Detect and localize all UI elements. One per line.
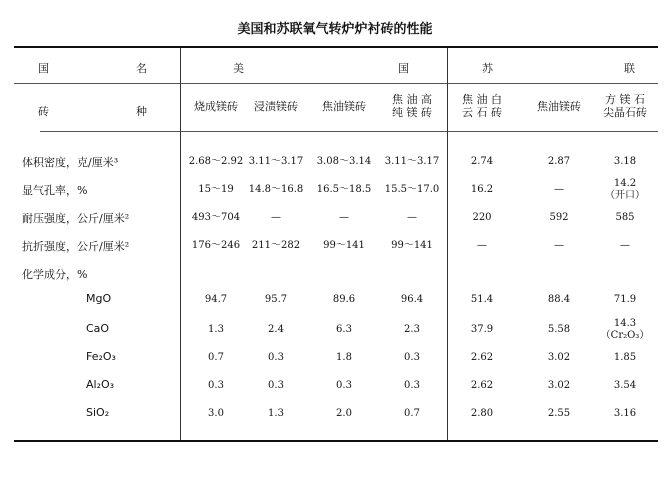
table-cell: 2.0 (336, 408, 352, 419)
brick-label-left: 砖 (38, 105, 49, 118)
table-cell: 71.9 (613, 294, 637, 305)
brick-type-header: 焦 油 高 (392, 93, 432, 106)
table-cell: 0.7 (404, 408, 420, 419)
table-cell: 2.80 (470, 408, 494, 419)
usa-label: 美 (233, 62, 244, 75)
row-label-chemistry: 化学成分，% (22, 268, 88, 281)
table-cell: 6.3 (336, 324, 352, 335)
table-cell: 14.2 (613, 178, 637, 189)
table-cell: 99～141 (323, 240, 365, 251)
country-label-right: 名 (136, 62, 147, 75)
table-cell: 2.74 (470, 156, 494, 167)
table-cell: 2.3 (404, 324, 420, 335)
header-bottom-rule (40, 131, 658, 132)
table-cell: 3.02 (547, 380, 571, 391)
table-cell: （Cr₂O₃） (600, 330, 650, 341)
table-cell: 16.2 (470, 184, 494, 195)
ussr-label: 苏 (482, 62, 493, 75)
table-cell: 0.3 (336, 380, 352, 391)
table-cell: 176～246 (191, 240, 241, 251)
table-cell: 585 (615, 212, 635, 223)
table-cell: 2.62 (470, 380, 494, 391)
table-cell: 0.3 (404, 352, 420, 363)
table-cell: 0.3 (404, 380, 420, 391)
row-label-flexural: 抗折强度，公斤/厘米² (22, 240, 130, 253)
table-cell: （开口） (605, 190, 645, 201)
table-cell: 3.18 (613, 156, 637, 167)
table-cell: 37.9 (470, 324, 494, 335)
table-cell: — (620, 240, 630, 251)
table-cell: 14.3 (613, 318, 637, 329)
table-cell: 89.6 (332, 294, 356, 305)
ussr-label-right: 联 (624, 62, 635, 75)
table-cell: 2.55 (547, 408, 571, 419)
table-cell: 220 (472, 212, 492, 223)
brick-type-header: 焦油镁砖 (537, 100, 581, 113)
top-rule (14, 46, 658, 48)
header-divider (14, 83, 658, 84)
table-cell: 3.0 (208, 408, 224, 419)
table-cell: 1.3 (208, 324, 224, 335)
row-label-porosity: 显气孔率，% (22, 184, 88, 197)
country-label-left: 国 (38, 62, 49, 75)
chem-label-fe2o3: Fe₂O₃ (86, 350, 116, 363)
table-cell: 88.4 (547, 294, 571, 305)
brick-type-header: 焦油镁砖 (322, 100, 366, 113)
row-label-density: 体积密度，克/厘米³ (22, 156, 119, 169)
table-cell: 1.3 (268, 408, 284, 419)
chem-label-cao: CaO (86, 322, 110, 335)
table-cell: — (407, 212, 417, 223)
table-cell: 3.16 (613, 408, 637, 419)
brick-type-header: 浸渍镁砖 (254, 100, 298, 113)
chem-label-sio2: SiO₂ (86, 406, 110, 419)
brick-type-header: 焦 油 白 (462, 93, 502, 106)
table-cell: 1.8 (336, 352, 352, 363)
table-cell: 15～19 (198, 184, 234, 195)
table-cell: 2.68～2.92 (188, 156, 244, 167)
table-cell: 15.5～17.0 (384, 184, 440, 195)
table-title: 美国和苏联氧气转炉炉衬砖的性能 (237, 22, 433, 37)
table-cell: 2.4 (268, 324, 284, 335)
table-cell: 211～282 (251, 240, 301, 251)
table-cell: 2.87 (547, 156, 571, 167)
table-cell: 16.5～18.5 (316, 184, 372, 195)
brick-type-header: 纯 镁 砖 (392, 106, 432, 119)
table-cell: 493～704 (191, 212, 241, 223)
table-cell: 0.3 (208, 380, 224, 391)
table-cell: — (554, 184, 564, 195)
table-cell: — (271, 212, 281, 223)
bottom-rule (14, 440, 658, 442)
table-cell: 3.02 (547, 352, 571, 363)
brick-type-header: 尖晶石砖 (603, 106, 647, 119)
brick-type-header: 烧成镁砖 (194, 100, 238, 113)
table-cell: 5.58 (547, 324, 571, 335)
table-cell: 14.8～16.8 (248, 184, 304, 195)
usa-label-right: 国 (398, 62, 409, 75)
table-cell: 0.7 (208, 352, 224, 363)
table-cell: 51.4 (470, 294, 494, 305)
table-cell: 95.7 (264, 294, 288, 305)
brick-type-header: 云 石 砖 (462, 106, 502, 119)
table-cell: 1.85 (613, 352, 637, 363)
brick-type-header: 方 镁 石 (605, 93, 645, 106)
table-cell: 96.4 (400, 294, 424, 305)
chem-label-mgo: MgO (86, 292, 112, 305)
table-cell: — (339, 212, 349, 223)
table-cell: 99～141 (391, 240, 433, 251)
chem-label-al2o3: Al₂O₃ (86, 378, 115, 391)
table-cell: 94.7 (204, 294, 228, 305)
brick-label-right: 种 (136, 105, 147, 118)
table-cell: 592 (549, 212, 569, 223)
table-cell: 0.3 (268, 352, 284, 363)
table-cell: 3.11～3.17 (248, 156, 304, 167)
table-cell: 0.3 (268, 380, 284, 391)
table-cell: 2.62 (470, 352, 494, 363)
table-cell: 3.08～3.14 (316, 156, 372, 167)
table-cell: — (477, 240, 487, 251)
row-label-compressive: 耐压强度，公斤/厘米² (22, 212, 130, 225)
table-cell: — (554, 240, 564, 251)
table-cell: 3.54 (613, 380, 637, 391)
table-cell: 3.11～3.17 (384, 156, 440, 167)
